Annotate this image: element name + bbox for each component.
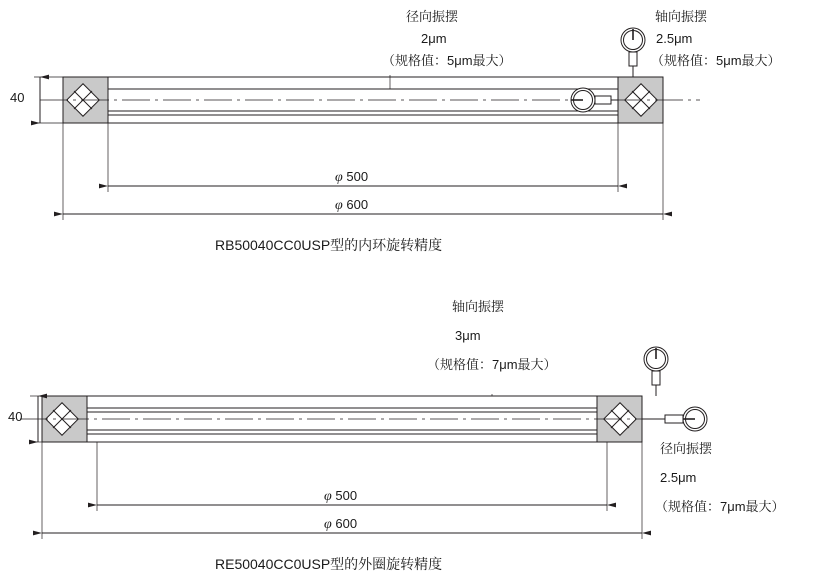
- bottom-inner-diameter-dim: [324, 488, 357, 505]
- bottom-figure-caption: RE50040CC0USP型的外圈旋转精度: [215, 556, 443, 572]
- top-axial-runout-spec: （规格值：5μm最大）: [651, 53, 781, 68]
- top-radial-runout-spec: （规格值：5μm最大）: [382, 53, 512, 68]
- top-outer-diameter-dim: [335, 197, 368, 214]
- phi-symbol: φ: [324, 489, 332, 504]
- top-figure-caption: RB50040CC0USP型的内环旋转精度: [215, 237, 443, 253]
- top-radial-runout-title: 径向振摆: [406, 9, 459, 24]
- top-radial-runout-value: 2μm: [421, 31, 447, 46]
- bottom-axial-runout-title: 轴向振摆: [452, 299, 505, 314]
- top-axial-runout-value: 2.5μm: [656, 31, 693, 46]
- top-height-dim: 40: [10, 90, 25, 105]
- top-outer-diameter-value: 600: [346, 197, 369, 212]
- bottom-height-dim: 40: [8, 409, 23, 424]
- phi-symbol: φ: [335, 198, 343, 213]
- top-inner-diameter-value: 500: [346, 169, 369, 184]
- bottom-inner-diameter-value: 500: [335, 488, 358, 503]
- bottom-outer-diameter-value: 600: [335, 516, 358, 531]
- bottom-radial-runout-spec: （规格值：7μm最大）: [655, 499, 785, 514]
- phi-symbol: φ: [324, 517, 332, 532]
- top-axial-runout-title: 轴向振摆: [655, 9, 708, 24]
- bottom-radial-runout-title: 径向振摆: [660, 441, 713, 456]
- phi-symbol: φ: [335, 170, 343, 185]
- bottom-radial-runout-value: 2.5μm: [660, 470, 697, 485]
- bottom-axial-runout-spec: （规格值：7μm最大）: [427, 357, 557, 372]
- bottom-axial-runout-value: 3μm: [455, 328, 481, 343]
- top-inner-diameter-dim: [335, 169, 368, 186]
- bottom-outer-diameter-dim: [324, 516, 357, 533]
